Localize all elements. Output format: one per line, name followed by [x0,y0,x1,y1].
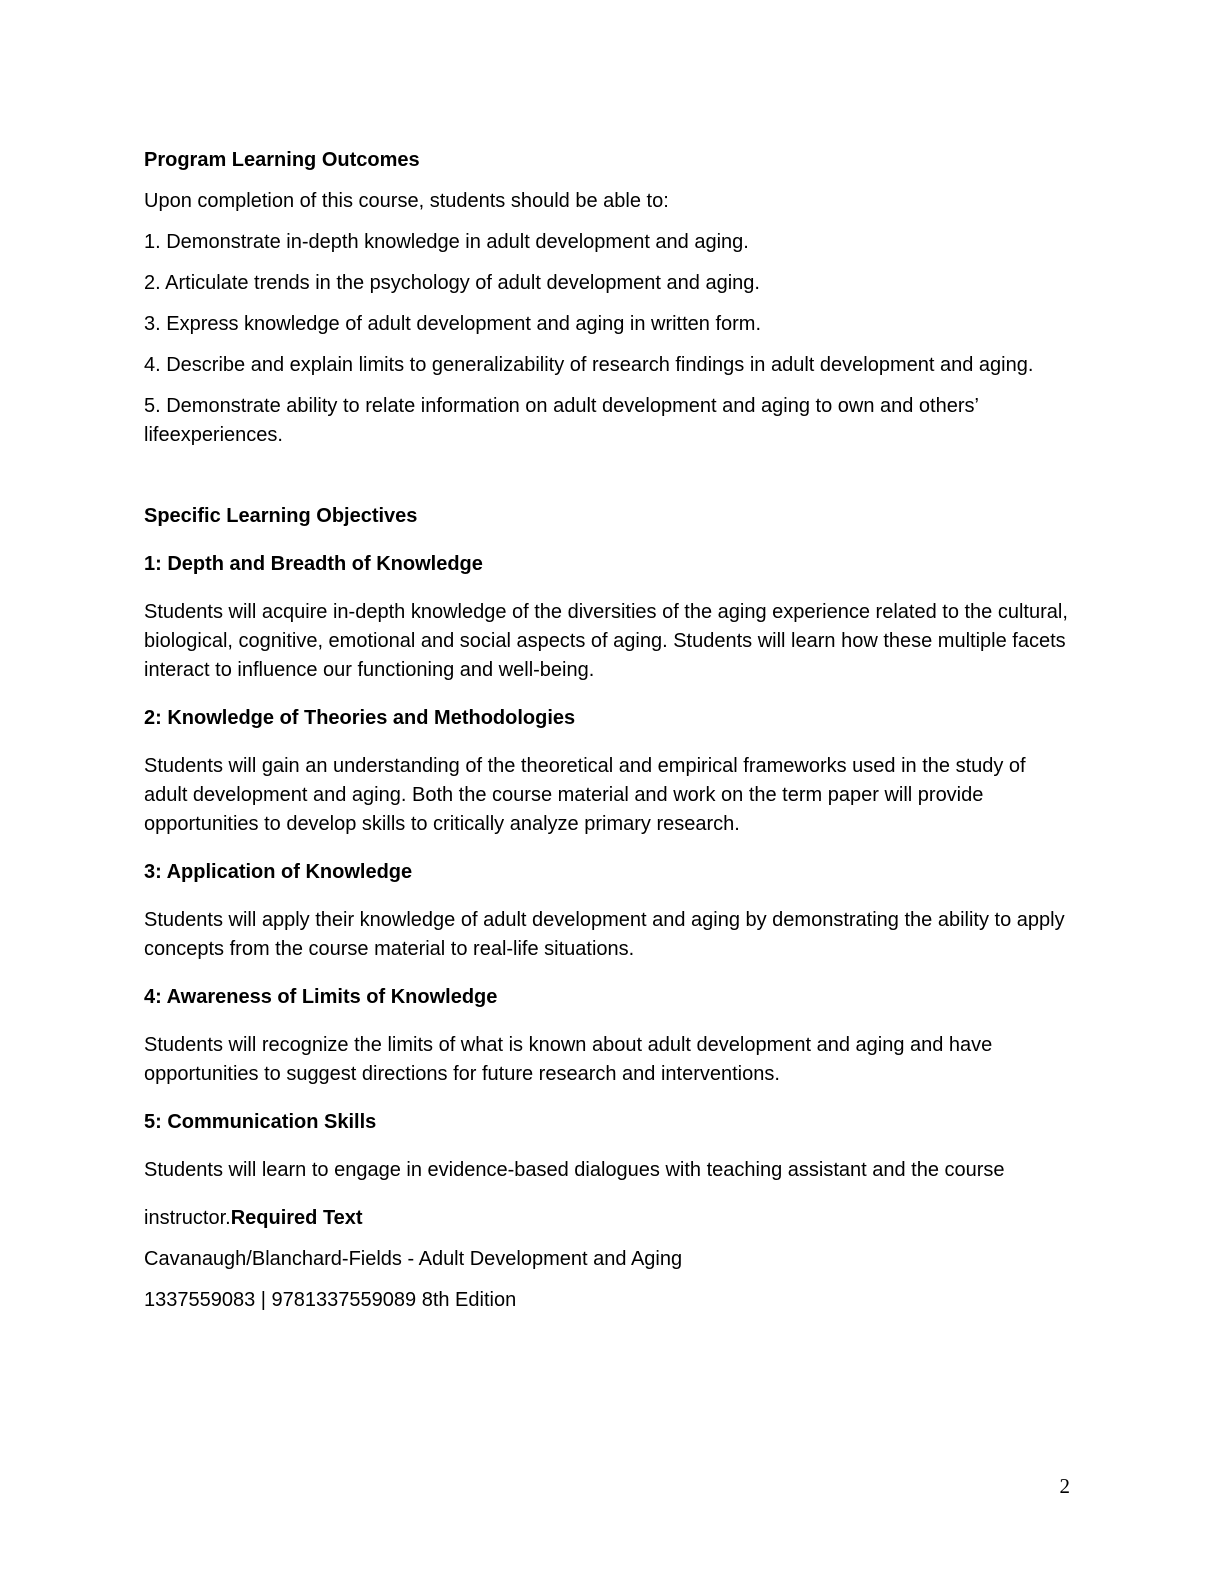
outcome-item-5: 5. Demonstrate ability to relate information on adult development and aging to own and others’ lifeexperiences. [144,395,979,446]
program-outcomes-intro: Upon completion of this course, students should be able to: [144,190,669,212]
outcome-item-2: 2. Articulate trends in the psychology of adult development and aging. [144,272,760,294]
objective-1-body: Students will acquire in-depth knowledge of the diversities of the aging experience related to the cultural, biological, cognitive, emotional and social aspects of aging. Students will learn how these multiple facets interact to influence our functioning and well-being. [144,601,1068,681]
program-outcomes-heading: Program Learning Outcomes [144,149,420,171]
objective-2-body: Students will gain an understanding of the theoretical and empirical frameworks used in the study of adult development and aging. Both the course material and work on the term paper will provide opportunities to develop skills to critically analyze primary research. [144,755,1026,835]
objective-4-body: Students will recognize the limits of what is known about adult development and aging and have opportunities to suggest directions for future research and interventions. [144,1034,993,1085]
required-book-isbn: 1337559083 | 9781337559089 8th Edition [144,1289,517,1311]
objective-1-title: 1: Depth and Breadth of Knowledge [144,553,483,575]
objective-2-title: 2: Knowledge of Theories and Methodologies [144,707,576,729]
required-text-line [144,1204,1074,1233]
page-content [144,146,1074,1315]
required-book-title: Cavanaugh/Blanchard-Fields - Adult Development and Aging [144,1248,683,1270]
required-text-heading: Required Text [230,1207,363,1229]
required-text-lead-in: instructor. [144,1207,231,1229]
page-number: 2 [1059,1474,1070,1498]
objectives-heading: Specific Learning Objectives [144,505,418,527]
objective-5-body: Students will learn to engage in evidence-based dialogues with teaching assistant and the course [144,1159,1005,1181]
outcome-item-1: 1. Demonstrate in-depth knowledge in adult development and aging. [144,231,749,253]
objective-5-title: 5: Communication Skills [144,1111,377,1133]
outcome-item-3: 3. Express knowledge of adult development and aging in written form. [144,313,762,335]
objective-4-title: 4: Awareness of Limits of Knowledge [144,986,498,1008]
objective-3-title: 3: Application of Knowledge [144,861,413,883]
objective-3-body: Students will apply their knowledge of adult development and aging by demonstrating the ability to apply concepts from the course material to real-life situations. [144,909,1065,960]
outcome-item-4: 4. Describe and explain limits to generalizability of research findings in adult development and aging. [144,354,1034,376]
